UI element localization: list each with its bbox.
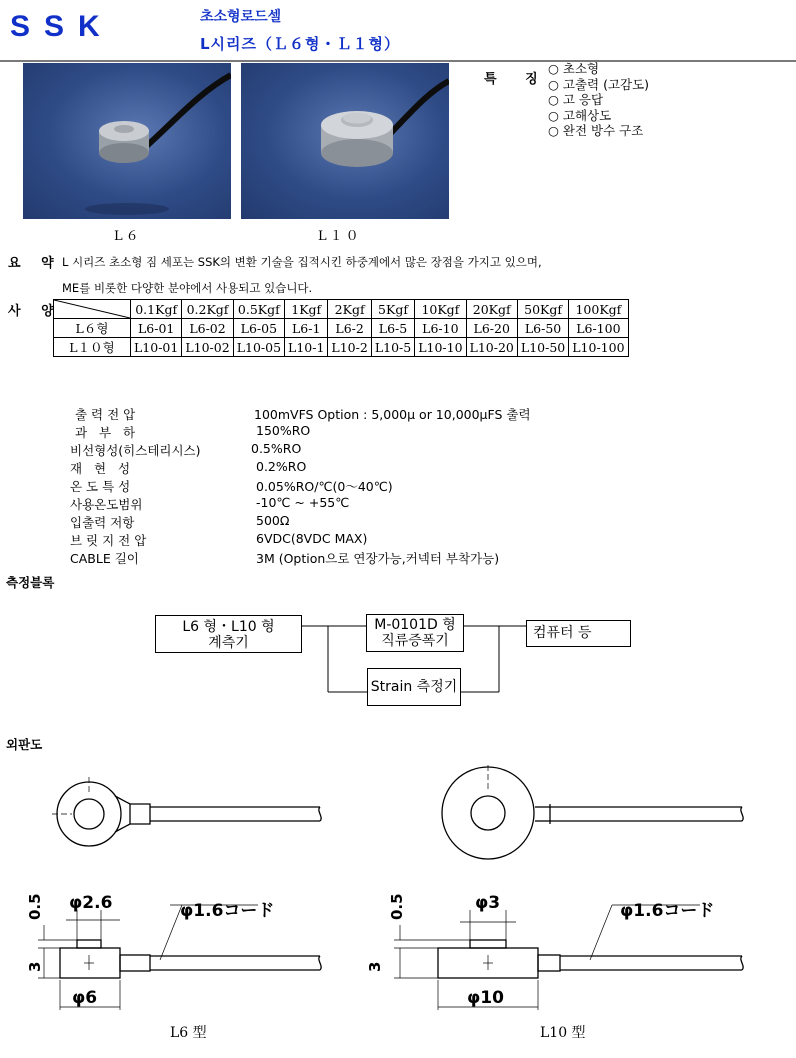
feature-item: ○ 초소형	[548, 61, 600, 76]
perf-value: 0.05%RO/℃(0～40℃)	[256, 479, 393, 494]
outline-drawings	[0, 760, 796, 1022]
model-cell: L6-01	[131, 319, 182, 338]
header-divider	[0, 60, 796, 62]
model-cell: L6-100	[569, 319, 628, 338]
perf-value: 500Ω	[256, 513, 290, 528]
row-label: L１０형	[54, 338, 131, 357]
l10-cord-label: φ1.6コード	[620, 901, 715, 921]
feature-item: ○ 고해상도	[548, 107, 612, 123]
model-cell: L10-5	[371, 338, 414, 357]
amplifier-box	[366, 614, 464, 652]
spec-heading: 사 양	[8, 304, 62, 319]
capacity-cell: 20Kgf	[466, 300, 517, 319]
strain-meter-box: Strain 측정기	[367, 668, 461, 706]
sensor-box-line1: L6 형・L10 형	[182, 619, 275, 635]
photo-l10	[241, 63, 449, 219]
l10-diameter-dimension: φ10	[467, 988, 504, 1008]
perf-value: 150%RO	[256, 423, 311, 438]
capacity-cell: 0.1Kgf	[131, 300, 182, 319]
perf-value: -10℃ ~ +55℃	[256, 495, 350, 510]
perf-label: CABLE 길이	[70, 551, 139, 566]
capacity-cell: 0.2Kgf	[182, 300, 233, 319]
l6-drawing-caption: L6 型	[170, 1025, 207, 1041]
amplifier-box-line2: 직류증폭기	[381, 633, 449, 649]
l10-step-dimension: 0.5	[388, 893, 406, 920]
spec-row-l10	[54, 338, 629, 357]
model-cell: L6-5	[371, 319, 414, 338]
sensor-box-line2: 계측기	[208, 635, 249, 651]
capacity-cell: 0.5Kgf	[233, 300, 284, 319]
computer-box: 컴퓨터 등	[526, 620, 631, 647]
model-cell: L6-1	[285, 319, 328, 338]
summary-line-2: ME를 비롯한 다양한 분야에서 사용되고 있습니다.	[62, 281, 313, 295]
model-cell: L10-20	[466, 338, 517, 357]
features-list	[548, 61, 649, 139]
perf-value: 100mVFS Option : 5,000μ or 10,000μFS 출력	[254, 407, 531, 422]
amplifier-box-line1: M-0101D 형	[374, 617, 456, 633]
photo-caption-l10: L１０	[318, 229, 362, 244]
model-cell: L10-10	[415, 338, 466, 357]
features-heading: 특 징	[484, 72, 550, 87]
model-cell: L10-2	[328, 338, 371, 357]
model-cell: L10-02	[182, 338, 233, 357]
photo-caption-l6: L６	[114, 229, 142, 244]
perf-label: 과 부 하	[75, 425, 136, 440]
perf-label: 재 현 성	[70, 461, 131, 476]
model-cell: L6-20	[466, 319, 517, 338]
l6-cord-label: φ1.6コード	[180, 901, 275, 921]
model-cell: L6-2	[328, 319, 371, 338]
capacity-cell: 5Kgf	[371, 300, 414, 319]
perf-label: 온 도 특 성	[70, 479, 131, 494]
spec-row-l6	[54, 319, 629, 338]
perf-value: 3M (Option으로 연장가능,커넥터 부착가능)	[256, 551, 500, 566]
feature-item: ○ 고출력 (고감도)	[548, 76, 650, 92]
model-cell: L6-02	[182, 319, 233, 338]
l6-hole-dimension: φ2.6	[69, 893, 113, 913]
summary-heading: 요 약	[8, 256, 62, 271]
l6-height-dimension: 3	[26, 961, 44, 972]
summary-line-1: L 시리즈 초소형 짐 세포는 SSK의 변환 기술을 집적시킨 하중계에서 많은 장점을 가지고 있으며,	[62, 255, 542, 269]
perf-label: 비선형성(히스테리시스)	[70, 443, 201, 458]
model-cell: L10-100	[569, 338, 628, 357]
perf-value: 0.5%RO	[251, 441, 302, 456]
l10-height-dimension: 3	[366, 961, 384, 972]
spec-corner-cell	[54, 300, 131, 319]
capacity-cell: 50Kgf	[517, 300, 568, 319]
perf-value: 0.2%RO	[256, 459, 307, 474]
model-cell: L10-50	[517, 338, 568, 357]
capacity-cell: 100Kgf	[569, 300, 628, 319]
l10-top-view	[442, 765, 743, 859]
model-cell: L10-01	[131, 338, 182, 357]
l6-diameter-dimension: φ6	[72, 988, 98, 1008]
perf-label: 브 릿 지 전 압	[70, 533, 147, 548]
feature-item: ○ 고 응답	[548, 92, 604, 107]
product-series-title: L시리즈（Ｌ６형・Ｌ１형）	[200, 35, 401, 53]
model-cell: L6-50	[517, 319, 568, 338]
feature-item: ○ 완전 방수 구조	[548, 123, 644, 138]
spec-table	[53, 299, 629, 357]
l6-step-dimension: 0.5	[26, 893, 44, 920]
capacity-cell: 10Kgf	[415, 300, 466, 319]
spec-capacity-row	[54, 300, 629, 319]
block-diagram-heading: 측정블록	[6, 575, 55, 590]
model-cell: L10-05	[233, 338, 284, 357]
sensor-box	[155, 615, 302, 653]
model-cell: L10-1	[285, 338, 328, 357]
capacity-cell: 2Kgf	[328, 300, 371, 319]
perf-label: 출 력 전 압	[75, 407, 136, 422]
l10-drawing-caption: L10 型	[540, 1025, 586, 1041]
row-label: L６형	[54, 319, 131, 338]
l6-top-view	[52, 777, 321, 846]
perf-value: 6VDC(8VDC MAX)	[256, 531, 368, 546]
product-category-title: 초소형로드셀	[200, 9, 282, 25]
capacity-cell: 1Kgf	[285, 300, 328, 319]
model-cell: L6-05	[233, 319, 284, 338]
photo-l6	[23, 63, 231, 219]
brand-logo: SSK	[10, 10, 114, 43]
perf-label: 사용온도범위	[70, 497, 143, 512]
outline-drawing-heading: 외판도	[6, 737, 43, 752]
model-cell: L6-10	[415, 319, 466, 338]
perf-label: 입출력 저항	[70, 515, 135, 530]
l10-hole-dimension: φ3	[475, 893, 501, 913]
performance-specs	[70, 405, 790, 565]
